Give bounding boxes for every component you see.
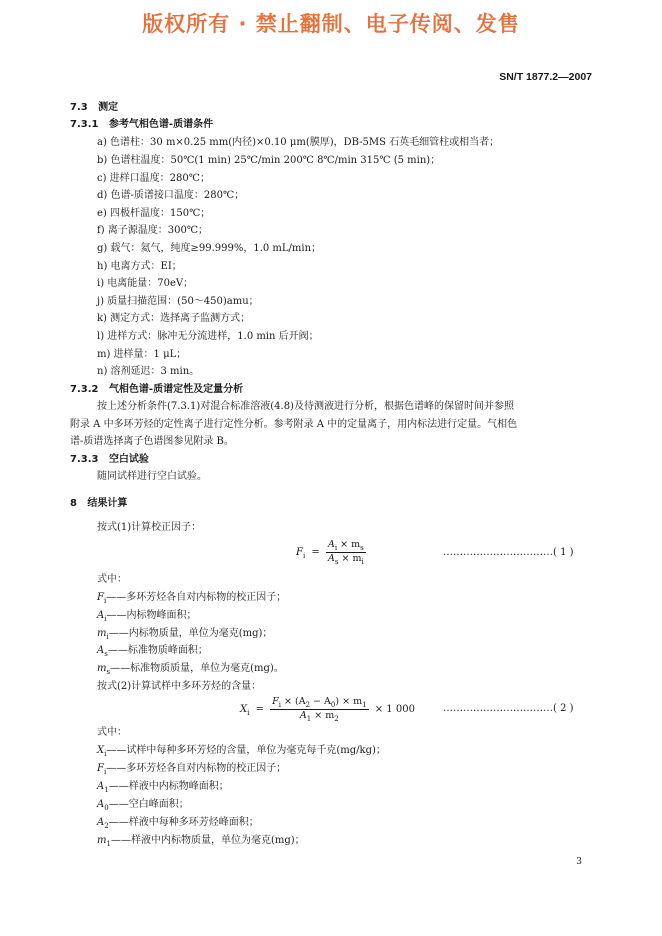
condition-item: b) 色谱柱温度：50℃(1 min) 25℃/min 200℃ 8℃/min 315℃ (5 min)； bbox=[97, 155, 441, 166]
section-number: 8 bbox=[70, 498, 77, 509]
fraction bbox=[326, 539, 366, 566]
variable-definition: $A_2——$样液中每种多环芳烃峰面积； bbox=[97, 817, 259, 830]
section-title: 空白试验 bbox=[108, 454, 149, 465]
variable-definition: $X_i——$试样中每种多环芳烃的含量，单位为毫克每千克(mg/kg)； bbox=[97, 745, 386, 758]
formula-symbol: F bbox=[296, 546, 303, 558]
section-7-3-1-heading bbox=[70, 118, 213, 132]
formula-symbol: X bbox=[240, 703, 248, 715]
variable-definition: $A_i——$内标物峰面积； bbox=[97, 610, 197, 623]
variable-definition: $A_s——$标准物质峰面积； bbox=[97, 645, 208, 658]
condition-item: d) 色谱-质谱接口温度：280℃； bbox=[97, 190, 245, 201]
condition-item: c) 进样口温度：280℃； bbox=[97, 173, 210, 184]
condition-item: k) 测定方式：选择离子监测方式； bbox=[97, 313, 251, 324]
fraction-denominator: $A_1 \times m_2$ bbox=[299, 709, 339, 723]
paragraph-line: 谱-质谱选择离子色谱图参见附录 B。 bbox=[70, 436, 234, 447]
section-number: 7.3.3 bbox=[70, 454, 99, 465]
condition-item: e) 四极杆温度：150℃； bbox=[97, 208, 211, 219]
page-number: 3 bbox=[576, 857, 582, 867]
formula-1 bbox=[296, 539, 366, 566]
section-title: 参考气相色谱-质谱条件 bbox=[108, 119, 214, 130]
variable-definition: $m_s——$标准物质质量，单位为毫克(mg)。 bbox=[97, 663, 284, 676]
section-number: 7.3.1 bbox=[70, 119, 99, 130]
variable-definition: $m_i——$内标物质量，单位为毫克(mg)； bbox=[97, 628, 273, 641]
formula-1-number bbox=[443, 547, 574, 558]
equation-number: ( 2 ) bbox=[553, 703, 574, 714]
fraction-numerator: $F_i \times (A_2 - A_0) \times m_1$ bbox=[272, 696, 367, 709]
standard-number: SN/T 1877.2—2007 bbox=[499, 71, 592, 83]
variable-definition: $A_0——$空白峰面积； bbox=[97, 799, 189, 812]
where-label: 式中： bbox=[97, 574, 127, 585]
condition-item: h) 电离方式：EI； bbox=[97, 261, 182, 272]
variable-definition: $F_i——$多环芳烃各自对内标物的校正因子； bbox=[97, 763, 287, 776]
fraction-denominator: $A_s \times m_i$ bbox=[327, 552, 364, 566]
section-number: 7.3 bbox=[70, 102, 88, 113]
formula-2 bbox=[240, 696, 415, 723]
section-title: 结果计算 bbox=[87, 498, 128, 509]
condition-item: i) 电离能量：70eV； bbox=[97, 278, 194, 289]
formula-2-intro: 按式(2)计算试样中多环芳烃的含量： bbox=[97, 681, 262, 692]
section-8-heading bbox=[70, 497, 127, 511]
multiplier: × 1 000 bbox=[374, 703, 415, 715]
leader-dots: …………………………… bbox=[443, 547, 553, 558]
formula-2-number bbox=[443, 703, 574, 714]
formula-1-intro: 按式(1)计算校正因子： bbox=[97, 522, 202, 533]
equals-sign: = bbox=[311, 546, 320, 558]
section-number: 7.3.2 bbox=[70, 384, 99, 395]
section-7-3-3-heading bbox=[70, 453, 149, 467]
condition-item: a) 色谱柱：30 m×0.25 mm(内径)×0.10 μm(膜厚)，DB-5MS 石英毛细管柱或相当者； bbox=[97, 137, 500, 148]
formula-subscript: i bbox=[302, 551, 306, 560]
paragraph-line: 按上述分析条件(7.3.1)对混合标准溶液(4.8)及待测液进行分析，根据色谱峰的保留时间并参照 bbox=[97, 401, 514, 412]
section-7-3-2-heading bbox=[70, 383, 243, 397]
paragraph-line: 随同试样进行空白试验。 bbox=[97, 471, 207, 482]
equation-number: ( 1 ) bbox=[553, 547, 574, 558]
condition-item: m) 进样量：1 μL； bbox=[97, 349, 187, 360]
leader-dots: …………………………… bbox=[443, 703, 553, 714]
section-title: 气相色谱-质谱定性及定量分析 bbox=[108, 384, 244, 395]
condition-item: j) 质量扫描范围：(50～450)amu； bbox=[97, 296, 259, 307]
section-title: 测定 bbox=[98, 102, 119, 113]
where-label: 式中： bbox=[97, 727, 127, 738]
condition-item: f) 离子源温度：300℃； bbox=[97, 225, 209, 236]
condition-item: l) 进样方式：脉冲无分流进样，1.0 min 后开阀； bbox=[97, 331, 319, 342]
condition-item: g) 载气：氦气，纯度≥99.999%，1.0 mL/min； bbox=[97, 243, 322, 254]
formula-subscript: i bbox=[247, 708, 250, 717]
section-7-3-heading bbox=[70, 101, 118, 115]
fraction bbox=[270, 696, 368, 723]
paragraph-line: 附录 A 中多环芳烃的定性离子进行定性分析。参考附录 A 中的定量离子，用内标法进行定量。气相色 bbox=[70, 419, 518, 430]
variable-definition: $m_1——$样液中内标物质量，单位为毫克(mg)； bbox=[97, 835, 305, 848]
variable-definition: $F_i——$多环芳烃各自对内标物的校正因子； bbox=[97, 592, 287, 605]
fraction-numerator: $A_i \times m_s$ bbox=[327, 539, 364, 552]
condition-item: n) 溶剂延迟：3 min。 bbox=[97, 366, 200, 377]
variable-definition: $A_1——$样液中内标物峰面积； bbox=[97, 781, 229, 794]
copyright-banner: 版权所有 · 禁止翻制、电子传阅、发售 bbox=[142, 12, 520, 36]
equals-sign: = bbox=[255, 703, 264, 715]
